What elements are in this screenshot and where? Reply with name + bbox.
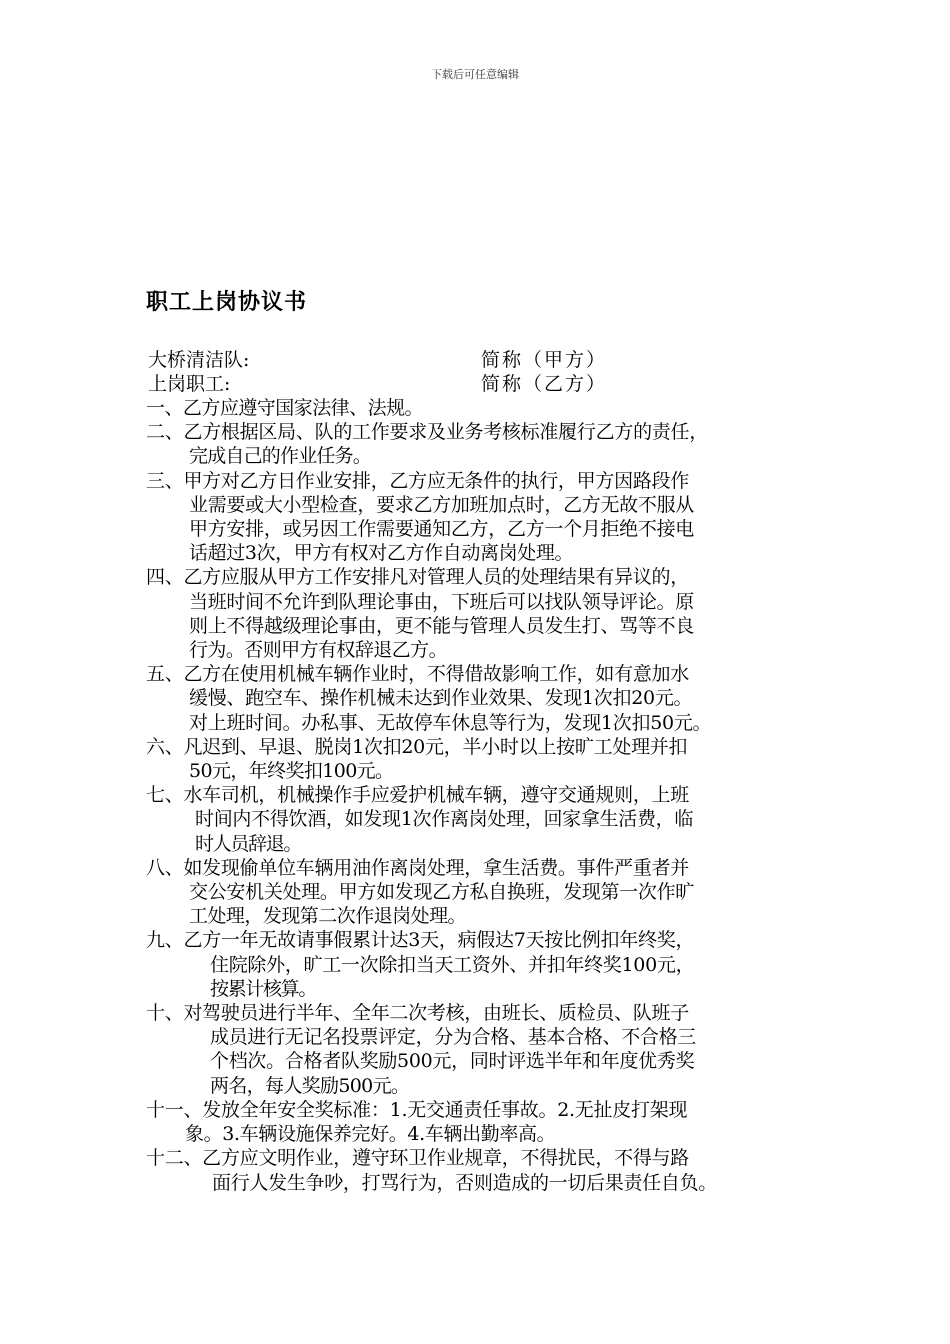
clause-item (146, 565, 826, 662)
clause-line: 面行人发生争吵，打骂行为，否则造成的一切后果责任自负。 (212, 1171, 718, 1194)
party-row-b (148, 372, 828, 396)
clause-item (146, 469, 826, 566)
clause-line: 话超过3次，甲方有权对乙方作自动离岗处理。 (189, 542, 574, 565)
clause-line: 象。3.车辆设施保养完好。4.车辆出勤率高。 (185, 1123, 556, 1146)
clause-line: 甲方安排，或另因工作需要通知乙方，乙方一个月拒绝不接电 (189, 518, 695, 541)
clause-item (146, 662, 826, 735)
clause-line: 按累计核算。 (210, 977, 317, 1000)
clause-line: 二、乙方根据区局、队的工作要求及业务考核标准履行乙方的责任， (146, 421, 709, 444)
clause-item (146, 1146, 826, 1194)
clause-line: 工处理，发现第二次作退岗处理。 (189, 905, 467, 928)
clause-line: 十、对驾驶员进行半年、全年二次考核，由班长、质检员、队班子 (146, 1002, 690, 1025)
clause-line: 时人员辞退。 (195, 832, 302, 855)
clause-line: 两名，每人奖励500元。 (210, 1074, 410, 1097)
clause-line: 业需要或大小型检查，要求乙方加班加点时，乙方无故不服从 (189, 493, 695, 516)
clause-line: 六、凡迟到、早退、脱岗1次扣20元，半小时以上按旷工处理并扣 (146, 735, 688, 758)
party-abbr: 简称（乙方） (481, 373, 608, 395)
clause-line: 行为。否则甲方有权辞退乙方。 (189, 639, 448, 662)
clause-item (146, 396, 826, 420)
parties-block (148, 348, 828, 396)
clause-line: 缓慢、跑空车、操作机械未达到作业效果、发现1次扣20元。 (189, 687, 693, 710)
clause-item (146, 420, 826, 468)
clause-item (146, 856, 826, 929)
party-abbr: 简称（甲方） (481, 349, 608, 371)
clause-line: 八、如发现偷单位车辆用油作离岗处理，拿生活费。事件严重者并 (146, 856, 690, 879)
clause-line: 则上不得越级理论事由，更不能与管理人员发生打、骂等不良 (189, 614, 695, 637)
clause-item (146, 783, 826, 856)
clause-line: 50元，年终奖扣100元。 (189, 760, 394, 783)
clause-line: 十一、发放全年安全奖标准：1.无交通责任事故。2.无扯皮打架现 (146, 1098, 688, 1121)
document-title: 职工上岗协议书 (146, 290, 308, 315)
party-label: 大桥清洁队: (148, 349, 250, 371)
clause-line: 七、水车司机，机械操作手应爱护机械车辆，遵守交通规则，上班 (146, 784, 690, 807)
clause-line: 九、乙方一年无故请事假累计达3天，病假达7天按比例扣年终奖， (146, 929, 695, 952)
clause-item (146, 735, 826, 783)
party-row-a (148, 348, 828, 372)
clause-line: 住院除外，旷工一次除扣当天工资外、并扣年终奖100元， (210, 953, 695, 976)
clause-line: 交公安机关处理。甲方如发现乙方私自换班，发现第一次作旷 (189, 881, 695, 904)
page-header: 下载后可任意编辑 (431, 68, 519, 81)
clause-line: 成员进行无记名投票评定，分为合格、基本合格、不合格三 (210, 1026, 697, 1049)
clause-line: 三、甲方对乙方日作业安排，乙方应无条件的执行，甲方因路段作 (146, 469, 690, 492)
clause-item (146, 1098, 826, 1146)
clause-line: 时间内不得饮酒，如发现1次作离岗处理，回家拿生活费，临 (195, 808, 694, 831)
clause-line: 四、乙方应服从甲方工作安排凡对管理人员的处理结果有异议的， (146, 566, 690, 589)
party-label: 上岗职工: (148, 373, 231, 395)
clause-line: 当班时间不允许到队理论事由，下班后可以找队领导评论。原 (189, 590, 695, 613)
clause-line: 个档次。合格者队奖励500元，同时评选半年和年度优秀奖 (210, 1050, 695, 1073)
clause-line: 对上班时间。办私事、无故停车休息等行为，发现1次扣50元。 (189, 711, 712, 734)
clause-item (146, 1001, 826, 1098)
clause-item (146, 928, 826, 1001)
clause-line: 完成自己的作业任务。 (189, 445, 372, 468)
clauses-list (146, 396, 826, 1195)
clause-line: 十二、乙方应文明作业，遵守环卫作业规章，不得扰民，不得与路 (146, 1147, 690, 1170)
clause-line: 五、乙方在使用机械车辆作业时，不得借故影响工作，如有意加水 (146, 663, 690, 686)
clause-line: 一、乙方应遵守国家法律、法规。 (146, 397, 424, 419)
